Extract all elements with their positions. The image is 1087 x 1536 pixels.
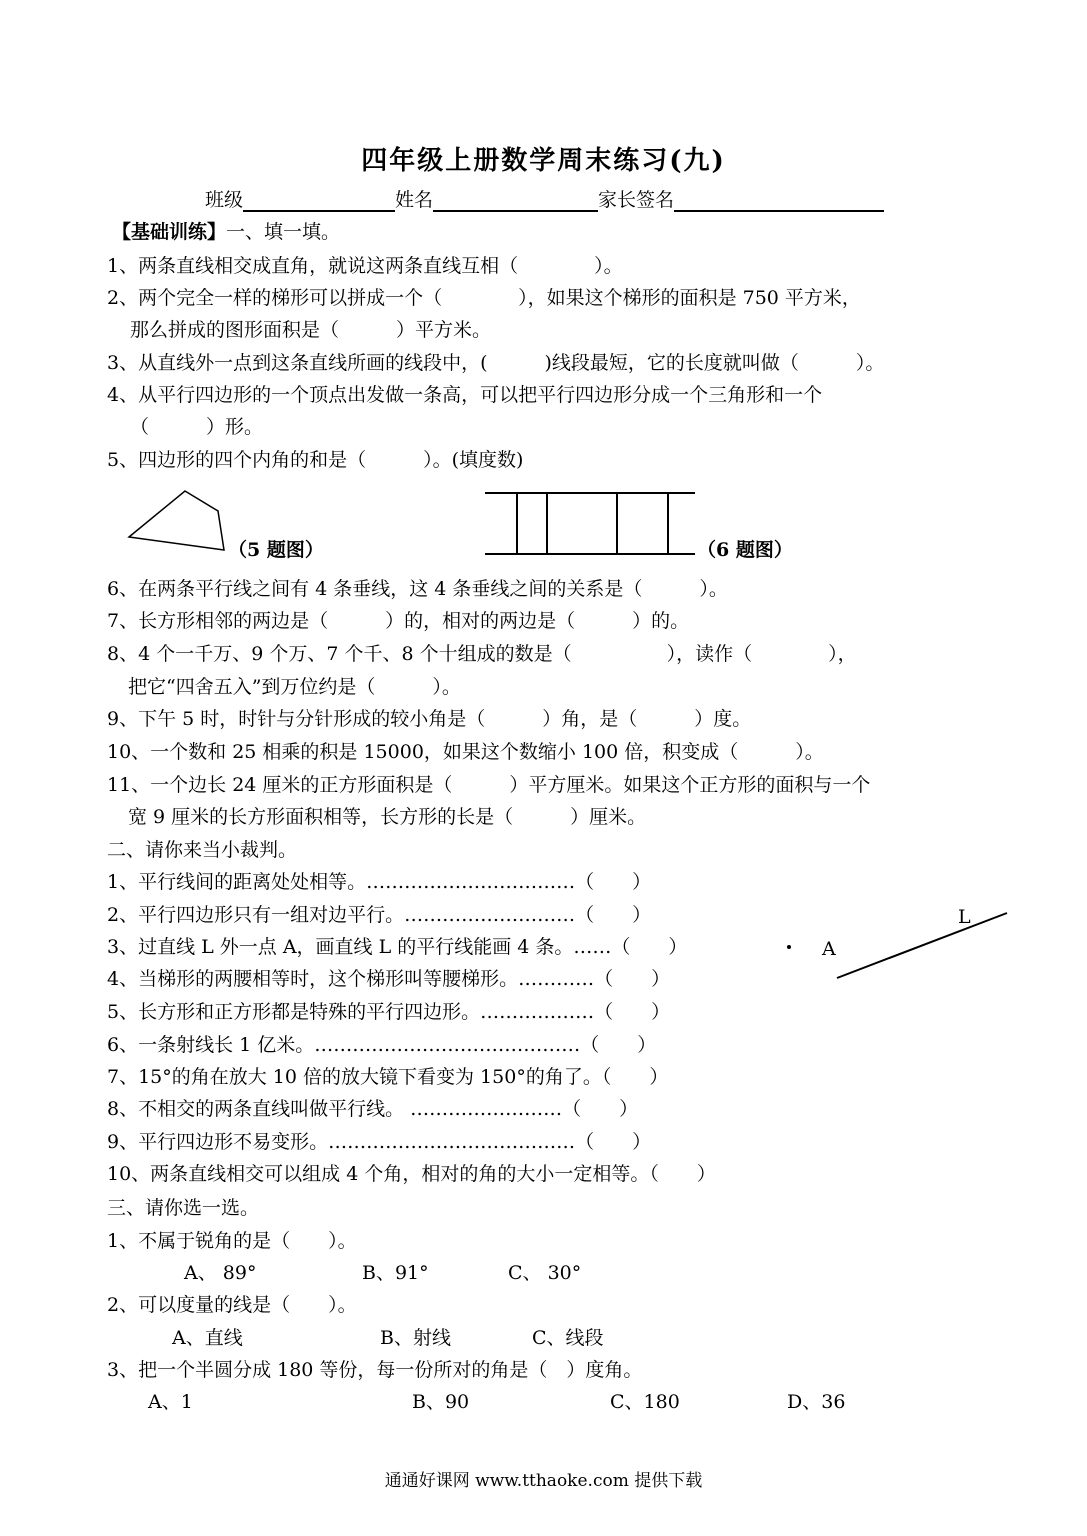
fig5-label: （5 题图） <box>228 539 324 561</box>
q3-option-a: A、1 <box>148 1391 193 1413</box>
choice-question-2: 2、可以度量的线是（ ）。 <box>107 1294 357 1316</box>
section-tag: 【基础训练】 <box>112 221 227 243</box>
question-1-8a: 8、4 个一千万、9 个万、7 个千、8 个十组成的数是（ ），读作（ ）， <box>107 643 857 665</box>
question-1-9: 9、下午 5 时，时针与分针形成的较小角是（ ）角，是（ ）度。 <box>107 708 752 730</box>
judge-item-6: 6、一条射线长 1 亿米。……………………………………（ ） <box>107 1034 657 1056</box>
judge-item-8: 8、不相交的两条直线叫做平行线。 ……………………（ ） <box>107 1098 639 1120</box>
question-1-2a: 2、两个完全一样的梯形可以拼成一个（ ），如果这个梯形的面积是 750 平方米， <box>107 287 861 309</box>
question-1-2b: 那么拼成的图形面积是（ ）平方米。 <box>130 319 492 341</box>
line-point-figure <box>780 900 1020 990</box>
page-title: 四年级上册数学周末练习(九) <box>361 146 726 176</box>
judge-item-3: 3、过直线 L 外一点 A，画直线 L 的平行线能画 4 条。……（ ） <box>107 936 688 958</box>
judge-item-5: 5、长方形和正方形都是特殊的平行四边形。………………（ ） <box>107 1001 671 1023</box>
class-blank[interactable] <box>243 188 395 212</box>
question-1-11a: 11、一个边长 24 厘米的正方形面积是（ ）平方厘米。如果这个正方形的面积与一个 <box>107 774 871 796</box>
question-1-3: 3、从直线外一点到这条直线所画的线段中，( )线段最短，它的长度就叫做（ ）。 <box>107 352 885 374</box>
judge-item-7: 7、15°的角在放大 10 倍的放大镜下看变为 150°的角了。（ ） <box>107 1066 669 1088</box>
q3-option-d: D、36 <box>787 1391 846 1413</box>
question-1-4a: 4、从平行四边形的一个顶点出发做一条高，可以把平行四边形分成一个三角形和一个 <box>107 384 823 406</box>
judge-item-1: 1、平行线间的距离处处相等。……………………………（ ） <box>107 871 652 893</box>
parent-sign-blank[interactable] <box>674 188 884 212</box>
q1-option-c: C、 30° <box>508 1262 582 1284</box>
judge-item-10: 10、两条直线相交可以组成 4 个角，相对的角的大小一定相等。（ ） <box>107 1163 716 1185</box>
point-a-label: A <box>822 938 836 960</box>
footer-credit: 通通好课网 www.tthaoke.com 提供下载 <box>384 1471 703 1491</box>
section1-title: 一、填一填。 <box>226 221 341 243</box>
name-blank[interactable] <box>433 188 598 212</box>
question-1-1: 1、两条直线相交成直角，就说这两条直线互相（ ）。 <box>107 255 623 277</box>
line-l-label: L <box>958 906 971 928</box>
question-1-4b: （ ）形。 <box>130 416 264 438</box>
question-1-6: 6、在两条平行线之间有 4 条垂线，这 4 条垂线之间的关系是（ ）。 <box>107 578 728 600</box>
section3-heading: 三、请你选一选。 <box>107 1197 260 1219</box>
q3-option-b: B、90 <box>412 1391 470 1413</box>
quadrilateral-figure <box>120 485 240 560</box>
parallel-lines-figure <box>480 488 700 560</box>
question-1-10: 10、一个数和 25 相乘的积是 15000，如果这个数缩小 100 倍，积变成（ ）。 <box>107 741 824 763</box>
class-label: 班级 <box>205 189 244 211</box>
fig6-label: （6 题图） <box>697 539 793 561</box>
judge-item-2: 2、平行四边形只有一组对边平行。………………………（ ） <box>107 904 652 926</box>
q3-option-c: C、180 <box>610 1391 680 1413</box>
judge-item-9: 9、平行四边形不易变形。…………………………………（ ） <box>107 1131 652 1153</box>
question-1-5: 5、四边形的四个内角的和是（ ）。(填度数) <box>107 449 524 471</box>
choice-question-1: 1、不属于锐角的是（ ）。 <box>107 1230 357 1252</box>
judge-item-4: 4、当梯形的两腰相等时，这个梯形叫等腰梯形。…………（ ） <box>107 968 671 990</box>
parent-sign-label: 家长签名 <box>598 189 675 211</box>
question-1-8b: 把它“四舍五入”到万位约是（ ）。 <box>128 676 461 698</box>
choice-question-3: 3、把一个半圆分成 180 等份，每一份所对的角是（ ）度角。 <box>107 1359 643 1381</box>
q1-option-b: B、91° <box>362 1262 429 1284</box>
q2-option-c: C、线段 <box>532 1327 604 1349</box>
q2-option-b: B、射线 <box>380 1327 451 1349</box>
section2-heading: 二、请你来当小裁判。 <box>107 839 298 861</box>
q2-option-a: A、直线 <box>172 1327 243 1349</box>
name-label: 姓名 <box>395 189 434 211</box>
question-1-11b: 宽 9 厘米的长方形面积相等，长方形的长是（ ）厘米。 <box>128 806 647 828</box>
section1-heading <box>112 220 340 244</box>
header-info <box>205 188 884 212</box>
q1-option-a: A、 89° <box>184 1262 257 1284</box>
question-1-7: 7、长方形相邻的两边是（ ）的，相对的两边是（ ）的。 <box>107 610 690 632</box>
